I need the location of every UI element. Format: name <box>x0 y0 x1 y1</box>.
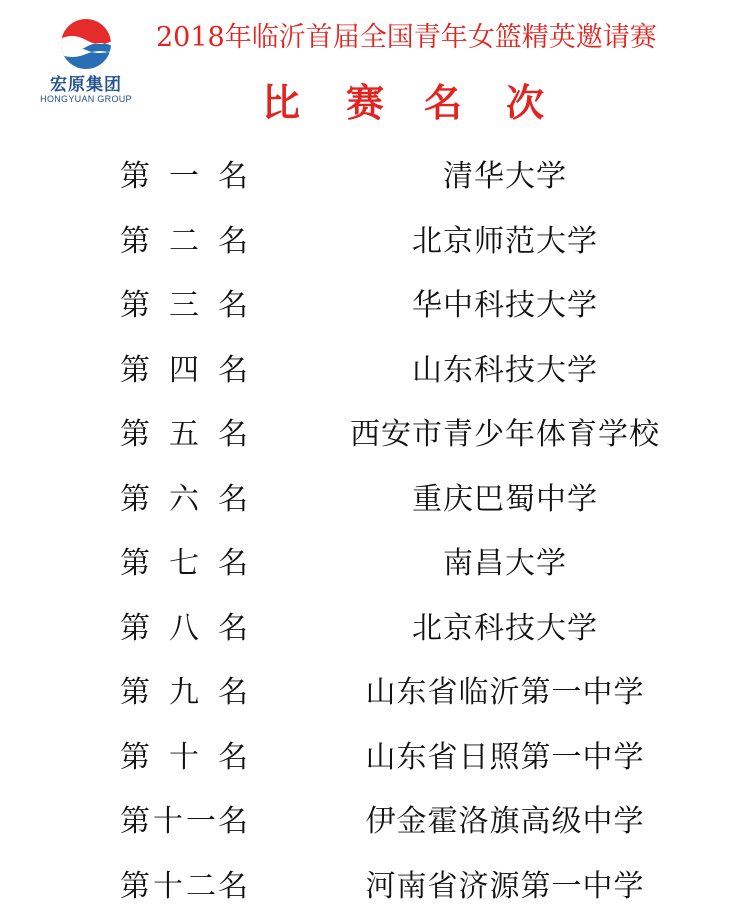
rank-label <box>120 217 248 267</box>
rank-label-char: 第 <box>120 152 150 202</box>
rank-label-char: 五 <box>169 410 199 460</box>
rank-label-char: 二 <box>169 217 199 267</box>
ranking-row <box>0 469 748 534</box>
rank-label <box>120 539 248 589</box>
team-name: 河南省济源第一中学 <box>310 862 700 912</box>
ranking-row <box>0 856 748 920</box>
rank-label-char: 第 <box>120 346 150 396</box>
rank-label <box>120 733 248 783</box>
rank-label-char: 名 <box>218 475 248 525</box>
ranking-row <box>0 340 748 405</box>
rank-label-char: 八 <box>169 604 199 654</box>
rank-label-char: 第 <box>120 475 150 525</box>
rank-label-char: 七 <box>169 539 199 589</box>
rank-label-char: 二 <box>186 862 216 912</box>
sheet-title-char: 赛 <box>346 78 384 128</box>
team-name: 清华大学 <box>310 152 700 202</box>
ranking-row <box>0 598 748 663</box>
rankings-list <box>0 146 748 920</box>
rank-label <box>120 797 248 847</box>
ranking-row <box>0 727 748 792</box>
rank-label <box>120 862 248 912</box>
sheet-title-char: 比 <box>262 78 300 128</box>
rank-label <box>120 668 248 718</box>
rank-label-char: 第 <box>120 733 150 783</box>
rank-label-char: 名 <box>218 281 248 331</box>
ranking-row <box>0 662 748 727</box>
rank-label-char: 六 <box>169 475 199 525</box>
rank-label-char: 名 <box>218 797 248 847</box>
ranking-row <box>0 791 748 856</box>
rank-label <box>120 604 248 654</box>
rank-label-char: 第 <box>120 410 150 460</box>
rank-label-char: 三 <box>169 281 199 331</box>
rank-label-char: 九 <box>169 668 199 718</box>
rank-label-char: 十 <box>153 862 183 912</box>
sheet-title-char: 名 <box>424 78 462 128</box>
team-name: 北京科技大学 <box>310 604 700 654</box>
rank-label-char: 第 <box>120 281 150 331</box>
rank-label-char: 第 <box>120 862 150 912</box>
team-name: 西安市青少年体育学校 <box>310 410 700 460</box>
event-title: 2018年临沂首届全国青年女篮精英邀请赛 <box>156 20 736 56</box>
ranking-row <box>0 533 748 598</box>
ranking-row <box>0 211 748 276</box>
team-name: 山东省日照第一中学 <box>310 733 700 783</box>
team-name: 山东科技大学 <box>310 346 700 396</box>
rank-label <box>120 475 248 525</box>
rank-label <box>120 346 248 396</box>
rank-label <box>120 152 248 202</box>
team-name: 南昌大学 <box>310 539 700 589</box>
team-name: 山东省临沂第一中学 <box>310 668 700 718</box>
rank-label-char: 一 <box>186 797 216 847</box>
rank-label-char: 一 <box>169 152 199 202</box>
rank-label-char: 十 <box>153 797 183 847</box>
rank-label-char: 第 <box>120 539 150 589</box>
rank-label <box>120 281 248 331</box>
ranking-row <box>0 275 748 340</box>
ranking-row <box>0 404 748 469</box>
rank-label-char: 名 <box>218 604 248 654</box>
rank-label-char: 名 <box>218 539 248 589</box>
hongyuan-logo-icon <box>58 16 114 72</box>
ranking-row <box>0 146 748 211</box>
rank-label <box>120 410 248 460</box>
company-logo <box>26 12 146 107</box>
team-name: 北京师范大学 <box>310 217 700 267</box>
rank-label-char: 第 <box>120 217 150 267</box>
rank-label-char: 第 <box>120 668 150 718</box>
team-name: 重庆巴蜀中学 <box>310 475 700 525</box>
team-name: 伊金霍洛旗高级中学 <box>310 797 700 847</box>
rank-label-char: 第 <box>120 797 150 847</box>
sheet-title <box>250 78 570 128</box>
logo-company-name: 宏原集团 <box>26 70 146 95</box>
rank-label-char: 四 <box>169 346 199 396</box>
rank-label-char: 名 <box>218 733 248 783</box>
rank-label-char: 第 <box>120 604 150 654</box>
logo-company-english: HONGYUAN GROUP <box>26 94 146 104</box>
rank-label-char: 名 <box>218 862 248 912</box>
rank-label-char: 名 <box>218 152 248 202</box>
sheet-title-char: 次 <box>506 78 544 128</box>
rank-label-char: 名 <box>218 668 248 718</box>
rank-label-char: 名 <box>218 346 248 396</box>
rank-label-char: 名 <box>218 410 248 460</box>
team-name: 华中科技大学 <box>310 281 700 331</box>
rank-label-char: 十 <box>169 733 199 783</box>
rank-label-char: 名 <box>218 217 248 267</box>
